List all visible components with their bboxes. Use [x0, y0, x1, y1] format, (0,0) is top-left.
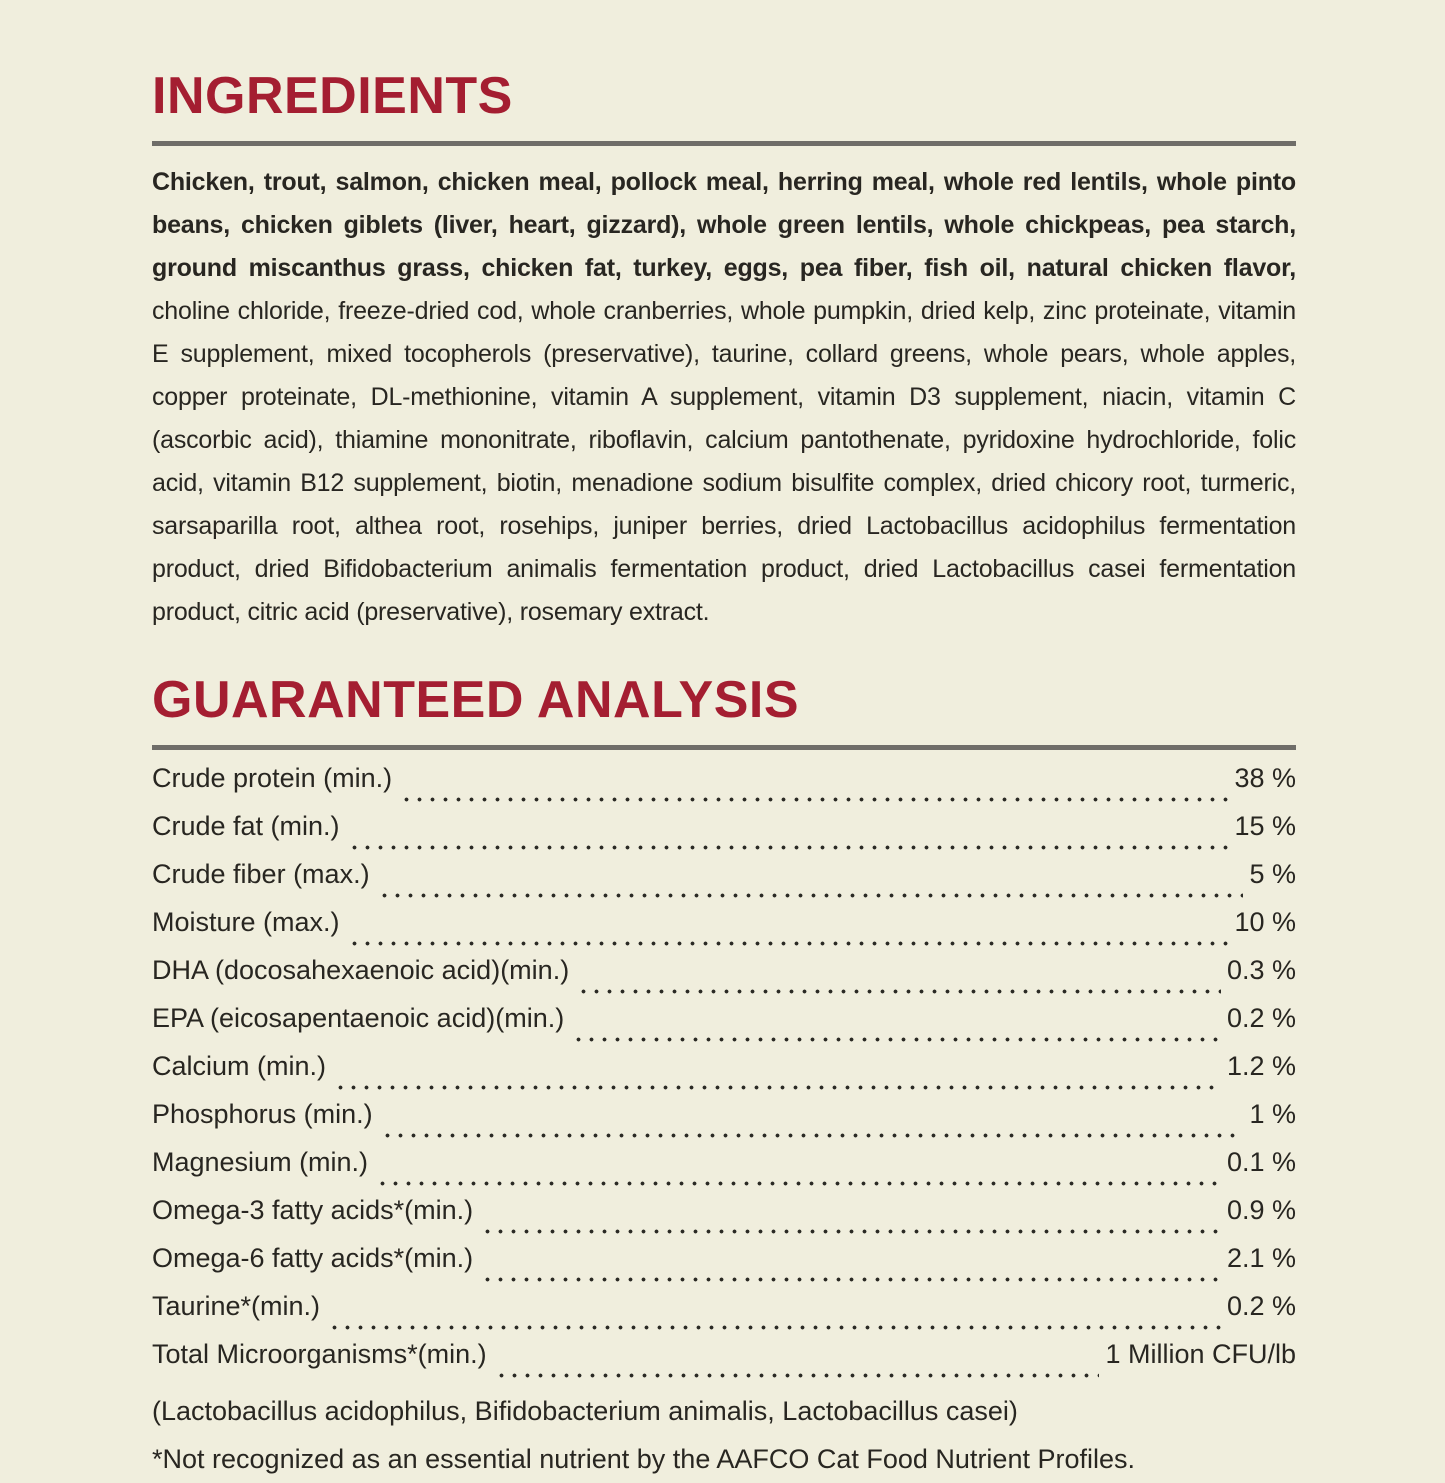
dotted-leader: [481, 1277, 1221, 1282]
analysis-row-label: Total Microorganisms*(min.): [152, 1339, 487, 1369]
microorganisms-continuation: (Lactobacillus acidophilus, Bifidobacterium animalis, Lactobacillus casei): [152, 1396, 1018, 1426]
dotted-leader: [348, 941, 1229, 946]
guaranteed-analysis-section: [152, 672, 1296, 1483]
dotted-leader: [495, 1373, 1100, 1378]
dotted-leader: [577, 989, 1221, 994]
dotted-leader: [328, 1325, 1221, 1330]
dotted-leader: [378, 893, 1244, 898]
analysis-row: [152, 859, 1296, 907]
dotted-leader: [481, 1229, 1221, 1234]
analysis-row-label: EPA (eicosapentaenoic acid)(min.): [152, 1003, 565, 1033]
analysis-row-label: Magnesium (min.): [152, 1147, 369, 1177]
analysis-divider: [152, 745, 1296, 750]
analysis-table: [152, 763, 1296, 1387]
analysis-row: [152, 907, 1296, 955]
ingredients-secondary-text: choline chloride, freeze-dried cod, whole cranberries, whole pumpkin, dried kelp, zinc proteinate, vitamin E supplement, mixed tocopherols (preservative), taurine, collard greens, whole pears, whole apples, copper proteinate, DL-methionine, vitamin A supplement, vitamin D3 supplement, niacin, vitamin C (ascorbic acid), thiamine mononitrate, riboflavin, calcium pantothenate, pyridoxine hydrochloride, folic acid, vitamin B12 supplement, biotin, menadione sodium bisulfite complex, dried chicory root, turmeric, sarsaparilla root, althea root, rosehips, juniper berries, dried Lactobacillus acidophilus fermentation product, dried Bifidobacterium animalis fermentation product, dried Lactobacillus casei fermentation product, citric acid (preservative), rosemary extract.: [152, 297, 1296, 626]
analysis-row-value: 10 %: [1234, 907, 1296, 937]
ingredients-title: INGREDIENTS: [152, 67, 513, 125]
analysis-row: [152, 955, 1296, 1003]
analysis-row-value: 0.1 %: [1226, 1147, 1296, 1177]
analysis-row-value: 0.3 %: [1226, 955, 1296, 985]
analysis-row-label: Phosphorus (min.): [152, 1099, 373, 1129]
analysis-row: [152, 1243, 1296, 1291]
analysis-row: [152, 1291, 1296, 1339]
analysis-row-label: Taurine*(min.): [152, 1291, 321, 1321]
analysis-row-label: Crude protein (min.): [152, 763, 393, 793]
analysis-row-label: Omega-3 fatty acids*(min.): [152, 1195, 474, 1225]
analysis-row-value: 5 %: [1249, 859, 1296, 889]
analysis-row: [152, 1339, 1296, 1387]
analysis-row: [152, 1195, 1296, 1243]
analysis-row: [152, 1051, 1296, 1099]
analysis-row-value: 0.9 %: [1226, 1195, 1296, 1225]
ingredients-primary-text: Chicken, trout, salmon, chicken meal, pollock meal, herring meal, whole red lentils, whole pinto beans, chicken giblets (liver, heart, gizzard), whole green lentils, whole chickpeas, pea starch, ground miscanthus grass, chicken fat, turkey, eggs, pea fiber, fish oil, natural chicken flavor,: [152, 168, 1296, 282]
ingredients-section: [152, 68, 1296, 634]
analysis-row-label: Moisture (max.): [152, 907, 340, 937]
ingredients-divider: [152, 141, 1296, 146]
analysis-row: [152, 1003, 1296, 1051]
analysis-row-value: 1 %: [1249, 1099, 1296, 1129]
ingredients-paragraph: [152, 161, 1296, 634]
aafco-footnote: *Not recognized as an essential nutrient by the AAFCO Cat Food Nutrient Profiles.: [152, 1444, 1135, 1474]
nutrition-label-panel: [152, 68, 1296, 1483]
analysis-row-value: 38 %: [1234, 763, 1296, 793]
dotted-leader: [348, 845, 1229, 850]
analysis-row-label: Calcium (min.): [152, 1051, 327, 1081]
guaranteed-analysis-title: GUARANTEED ANALYSIS: [152, 671, 800, 729]
analysis-row-label: Omega-6 fatty acids*(min.): [152, 1243, 474, 1273]
dotted-leader: [334, 1085, 1221, 1090]
analysis-row-label: Crude fat (min.): [152, 811, 340, 841]
dotted-leader: [400, 797, 1228, 802]
analysis-row: [152, 763, 1296, 811]
analysis-row-value: 1.2 %: [1226, 1051, 1296, 1081]
analysis-row-value: 0.2 %: [1226, 1003, 1296, 1033]
dotted-leader: [376, 1181, 1221, 1186]
analysis-row: [152, 1099, 1296, 1147]
dotted-leader: [572, 1037, 1221, 1042]
analysis-row-value: 2.1 %: [1226, 1243, 1296, 1273]
analysis-row-value: 1 Million CFU/lb: [1105, 1339, 1296, 1369]
analysis-row-label: DHA (docosahexaenoic acid)(min.): [152, 955, 570, 985]
analysis-row: [152, 811, 1296, 859]
dotted-leader: [381, 1133, 1244, 1138]
analysis-row: [152, 1147, 1296, 1195]
analysis-row-value: 0.2 %: [1226, 1291, 1296, 1321]
analysis-row-value: 15 %: [1234, 811, 1296, 841]
analysis-row-label: Crude fiber (max.): [152, 859, 370, 889]
